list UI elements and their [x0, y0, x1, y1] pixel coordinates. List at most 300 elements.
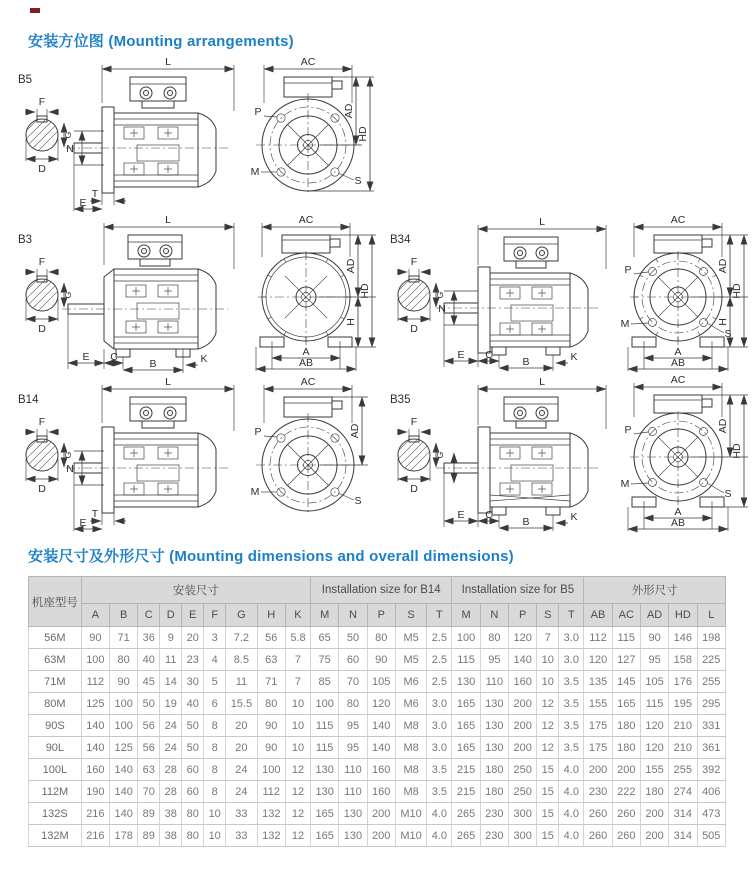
- dim-label-h: H: [717, 318, 729, 326]
- col-header: M: [452, 604, 480, 627]
- cell: 115: [452, 649, 480, 671]
- cell: M6: [395, 693, 426, 715]
- cell: 130: [339, 803, 367, 825]
- cell: 4.0: [427, 803, 452, 825]
- cell: 56: [257, 627, 285, 649]
- dim-label-m: M: [250, 166, 260, 178]
- cell: 473: [697, 803, 726, 825]
- cell: 105: [367, 671, 395, 693]
- dimensions-table-body: [29, 627, 726, 847]
- cell: 100: [311, 693, 339, 715]
- dim-label-ad: AD: [343, 103, 355, 119]
- cell: 50: [182, 737, 204, 759]
- shaft-section: [378, 416, 445, 495]
- cell: 38: [160, 825, 182, 847]
- cell: 260: [612, 803, 640, 825]
- dim-label-a: A: [302, 346, 310, 358]
- cell: 176: [669, 671, 697, 693]
- cell: 160: [81, 759, 109, 781]
- cell: M5: [395, 627, 426, 649]
- cell: 200: [509, 693, 537, 715]
- dim-label-hd: HD: [357, 126, 369, 142]
- cell: 60: [182, 781, 204, 803]
- dim-label-f: F: [38, 96, 46, 108]
- cell: 115: [640, 693, 668, 715]
- dim-label-b: B: [149, 358, 157, 370]
- cell: 33: [226, 825, 257, 847]
- col-header: L: [697, 604, 726, 627]
- cell: 80: [182, 803, 204, 825]
- cell: 3.0: [427, 737, 452, 759]
- cell: 160: [367, 781, 395, 803]
- cell: M10: [395, 803, 426, 825]
- cell: 210: [669, 715, 697, 737]
- cell: 3.5: [559, 693, 584, 715]
- cell: 200: [584, 759, 612, 781]
- cell: 70: [339, 671, 367, 693]
- cell: 130: [452, 671, 480, 693]
- dim-label-k: K: [570, 351, 578, 363]
- cell: 100: [257, 759, 285, 781]
- cell: 300: [509, 803, 537, 825]
- cell: 3.5: [427, 781, 452, 803]
- page-title-mounting-arrangements: 安装方位图 (Mounting arrangements): [28, 33, 294, 50]
- cell: 50: [138, 693, 160, 715]
- cell: M8: [395, 715, 426, 737]
- cell: 265: [452, 825, 480, 847]
- col-header: HD: [669, 604, 697, 627]
- cell: 85: [311, 671, 339, 693]
- cell: 10: [285, 737, 310, 759]
- dim-label-g: G: [435, 451, 445, 459]
- cell: 100: [81, 649, 109, 671]
- row-model: 90L: [29, 737, 82, 759]
- cell: 14: [160, 671, 182, 693]
- cell: 130: [480, 737, 508, 759]
- cell: 3.0: [427, 715, 452, 737]
- dim-label-c: C: [110, 351, 118, 363]
- cell: 3.0: [559, 649, 584, 671]
- cell: 4.0: [559, 759, 584, 781]
- dim-label-h: H: [345, 318, 357, 326]
- cell: 80: [339, 693, 367, 715]
- dim-label-e: E: [82, 351, 90, 363]
- col-group-header: 安装尺寸: [81, 577, 310, 604]
- cell: M10: [395, 825, 426, 847]
- dim-label-d: D: [410, 483, 418, 495]
- shaft-section: [6, 256, 73, 335]
- cell: 95: [339, 715, 367, 737]
- col-header: T: [559, 604, 584, 627]
- row-model: 80M: [29, 693, 82, 715]
- cell: 12: [285, 825, 310, 847]
- cell: 130: [311, 781, 339, 803]
- table-row: [29, 627, 726, 649]
- cell: 33: [226, 803, 257, 825]
- cell: 80: [110, 649, 138, 671]
- cell: 11: [160, 649, 182, 671]
- cell: 125: [110, 737, 138, 759]
- cell: 265: [452, 803, 480, 825]
- table-row: [29, 781, 726, 803]
- cell: 80: [257, 693, 285, 715]
- cell: 8: [204, 759, 226, 781]
- diagram-row-1: [6, 53, 754, 213]
- cell: 120: [584, 649, 612, 671]
- cell: 225: [697, 649, 726, 671]
- motor-front-view: [251, 376, 368, 515]
- corner-mark: [30, 8, 40, 13]
- cell: 145: [612, 671, 640, 693]
- cell: 100: [110, 715, 138, 737]
- cell: 110: [339, 781, 367, 803]
- col-header: AD: [640, 604, 668, 627]
- col-header: AB: [584, 604, 612, 627]
- cell: 19: [160, 693, 182, 715]
- dim-label-ad: AD: [349, 423, 361, 439]
- dim-label-m: M: [250, 486, 260, 498]
- col-header: T: [427, 604, 452, 627]
- cell: 120: [367, 693, 395, 715]
- cell: 28: [160, 781, 182, 803]
- dim-label-g: G: [435, 291, 445, 299]
- cell: M6: [395, 671, 426, 693]
- cell: 30: [182, 671, 204, 693]
- cell: 100: [110, 693, 138, 715]
- cell: 180: [480, 759, 508, 781]
- cell: 28: [160, 759, 182, 781]
- diagram-row-2: [6, 213, 754, 373]
- cell: 216: [81, 803, 109, 825]
- cell: 120: [640, 737, 668, 759]
- row-model: 56M: [29, 627, 82, 649]
- dim-label-f: F: [410, 416, 418, 428]
- cell: 95: [480, 649, 508, 671]
- cell: 89: [138, 825, 160, 847]
- dim-label-s: S: [354, 175, 362, 187]
- dim-label-ac: AC: [298, 214, 314, 226]
- cell: 20: [226, 715, 257, 737]
- cell: 3.0: [427, 693, 452, 715]
- cell: 130: [311, 759, 339, 781]
- shaft-section: [6, 96, 73, 175]
- cell: 130: [480, 693, 508, 715]
- col-header: AC: [612, 604, 640, 627]
- col-header: N: [480, 604, 508, 627]
- cell: 165: [452, 693, 480, 715]
- cell: 7: [285, 649, 310, 671]
- cell: 110: [339, 759, 367, 781]
- cell: 200: [509, 715, 537, 737]
- table-row: [29, 803, 726, 825]
- dim-label-s: S: [354, 495, 362, 507]
- table-row: [29, 737, 726, 759]
- cell: 3: [204, 627, 226, 649]
- cell: 20: [182, 627, 204, 649]
- cell: 140: [81, 737, 109, 759]
- cell: 10: [204, 825, 226, 847]
- cell: 60: [339, 649, 367, 671]
- cell: 112: [584, 627, 612, 649]
- cell: 9: [160, 627, 182, 649]
- dim-label-b: B: [522, 516, 530, 528]
- dim-label-g: G: [63, 451, 73, 459]
- dim-label-a: A: [674, 346, 682, 358]
- col-header: S: [537, 604, 559, 627]
- cell: 89: [138, 803, 160, 825]
- diagram-b14: [6, 373, 378, 533]
- cell: 160: [367, 759, 395, 781]
- cell: 140: [110, 759, 138, 781]
- cell: 178: [110, 825, 138, 847]
- cell: 216: [81, 825, 109, 847]
- cell: 165: [612, 693, 640, 715]
- cell: 112: [81, 671, 109, 693]
- row-model: 132S: [29, 803, 82, 825]
- cell: 12: [537, 715, 559, 737]
- dim-label-l: L: [165, 56, 171, 68]
- cell: 2.5: [427, 627, 452, 649]
- motor-side-view: [436, 376, 606, 531]
- motor-side-view: [66, 56, 234, 211]
- cell: 10: [537, 671, 559, 693]
- cell: 70: [138, 781, 160, 803]
- dim-label-hd: HD: [359, 283, 371, 299]
- dim-label-ad: AD: [717, 418, 729, 434]
- cell: 140: [110, 781, 138, 803]
- dim-label-a: A: [674, 506, 682, 518]
- cell: 180: [612, 715, 640, 737]
- diagram-label: B3: [18, 234, 33, 246]
- cell: 65: [311, 627, 339, 649]
- cell: 3.5: [427, 759, 452, 781]
- dim-label-e: E: [79, 517, 87, 529]
- dim-label-n: N: [66, 143, 74, 155]
- cell: 392: [697, 759, 726, 781]
- cell: 24: [160, 737, 182, 759]
- col-header: H: [257, 604, 285, 627]
- cell: 8: [204, 737, 226, 759]
- cell: 20: [226, 737, 257, 759]
- dim-label-l: L: [539, 376, 545, 388]
- dim-label-ac: AC: [300, 56, 316, 68]
- cell: 215: [452, 759, 480, 781]
- cell: 165: [311, 803, 339, 825]
- dim-label-ac: AC: [300, 376, 316, 388]
- dim-label-s: S: [724, 488, 732, 500]
- col-group-header: 外形尺寸: [584, 577, 726, 604]
- dim-label-d: D: [38, 483, 46, 495]
- dim-label-l: L: [165, 376, 171, 388]
- diagram-row-3: [6, 373, 754, 533]
- cell: 4: [204, 649, 226, 671]
- dim-label-c: C: [485, 349, 493, 361]
- cell: 110: [480, 671, 508, 693]
- dim-label-g: G: [63, 291, 73, 299]
- cell: M8: [395, 737, 426, 759]
- table-row: [29, 759, 726, 781]
- motor-front-view: [621, 374, 748, 531]
- cell: 90: [257, 715, 285, 737]
- cell: 140: [509, 649, 537, 671]
- dim-label-f: F: [38, 416, 46, 428]
- col-header: E: [182, 604, 204, 627]
- cell: 250: [509, 759, 537, 781]
- cell: 190: [81, 781, 109, 803]
- dim-label-p: P: [624, 264, 632, 276]
- table-row: [29, 671, 726, 693]
- cell: 115: [612, 627, 640, 649]
- cell: M8: [395, 759, 426, 781]
- cell: 5: [204, 671, 226, 693]
- dim-label-g: G: [63, 131, 73, 139]
- cell: 115: [311, 737, 339, 759]
- cell: 15: [537, 759, 559, 781]
- cell: 95: [640, 649, 668, 671]
- cell: 80: [367, 627, 395, 649]
- cell: 255: [697, 671, 726, 693]
- shaft-section: [6, 416, 73, 495]
- dim-label-l: L: [539, 216, 545, 228]
- cell: 12: [537, 693, 559, 715]
- cell: 200: [640, 803, 668, 825]
- cell: 158: [669, 649, 697, 671]
- cell: 11: [226, 671, 257, 693]
- table-row: [29, 693, 726, 715]
- col-header-model: 机座型号: [29, 577, 82, 627]
- dim-label-t: T: [91, 508, 99, 520]
- cell: 230: [584, 781, 612, 803]
- cell: 15: [537, 803, 559, 825]
- cell: 165: [311, 825, 339, 847]
- cell: 140: [367, 715, 395, 737]
- cell: 10: [285, 693, 310, 715]
- cell: 90: [367, 649, 395, 671]
- dim-label-p: P: [254, 426, 262, 438]
- cell: 80: [480, 627, 508, 649]
- cell: 63: [257, 649, 285, 671]
- table-row: [29, 825, 726, 847]
- cell: M8: [395, 781, 426, 803]
- col-header: G: [226, 604, 257, 627]
- dim-label-n: N: [438, 303, 446, 315]
- dimensions-table: [28, 576, 726, 847]
- cell: 230: [480, 825, 508, 847]
- table-row: [29, 715, 726, 737]
- cell: 200: [367, 803, 395, 825]
- col-group-header: Installation size for B14: [311, 577, 452, 604]
- cell: M5: [395, 649, 426, 671]
- diagram-b3: [6, 213, 378, 373]
- cell: 90: [257, 737, 285, 759]
- cell: 7: [537, 627, 559, 649]
- cell: 50: [182, 715, 204, 737]
- col-header: M: [311, 604, 339, 627]
- cell: 361: [697, 737, 726, 759]
- cell: 24: [226, 781, 257, 803]
- cell: 2.5: [427, 649, 452, 671]
- cell: 7: [285, 671, 310, 693]
- motor-front-view: [256, 214, 376, 371]
- dim-label-ab: AB: [670, 357, 686, 369]
- cell: 2.5: [427, 671, 452, 693]
- cell: 195: [669, 693, 697, 715]
- cell: 8: [204, 781, 226, 803]
- cell: 260: [584, 825, 612, 847]
- cell: 140: [367, 737, 395, 759]
- dim-label-ac: AC: [670, 374, 686, 386]
- cell: 8: [204, 715, 226, 737]
- row-model: 132M: [29, 825, 82, 847]
- cell: 63: [138, 759, 160, 781]
- cell: 12: [285, 781, 310, 803]
- dim-label-e: E: [457, 349, 465, 361]
- cell: 36: [138, 627, 160, 649]
- diagram-b34: [378, 213, 750, 373]
- cell: 45: [138, 671, 160, 693]
- dim-label-b: B: [522, 356, 530, 368]
- dim-label-ad: AD: [345, 258, 357, 274]
- cell: 12: [537, 737, 559, 759]
- cell: 60: [182, 759, 204, 781]
- row-model: 100L: [29, 759, 82, 781]
- cell: 132: [257, 803, 285, 825]
- cell: 71: [257, 671, 285, 693]
- cell: 3.0: [559, 627, 584, 649]
- diagram-label: B14: [18, 394, 39, 406]
- cell: 4.0: [559, 781, 584, 803]
- dim-label-d: D: [38, 163, 46, 175]
- cell: 127: [612, 649, 640, 671]
- dim-label-k: K: [200, 353, 208, 365]
- col-group-header: Installation size for B5: [452, 577, 584, 604]
- dim-label-p: P: [624, 424, 632, 436]
- motor-side-view: [66, 376, 234, 531]
- cell: 6: [204, 693, 226, 715]
- cell: 120: [640, 715, 668, 737]
- cell: 295: [697, 693, 726, 715]
- cell: 140: [81, 715, 109, 737]
- cell: 24: [160, 715, 182, 737]
- col-header: P: [509, 604, 537, 627]
- dim-label-n: N: [66, 463, 74, 475]
- cell: 130: [339, 825, 367, 847]
- cell: 255: [669, 759, 697, 781]
- cell: 130: [480, 715, 508, 737]
- cell: 23: [182, 649, 204, 671]
- cell: 90: [81, 627, 109, 649]
- cell: 15.5: [226, 693, 257, 715]
- col-header: C: [138, 604, 160, 627]
- cell: 180: [480, 781, 508, 803]
- cell: 331: [697, 715, 726, 737]
- col-header: F: [204, 604, 226, 627]
- cell: 50: [339, 627, 367, 649]
- cell: 90: [640, 627, 668, 649]
- cell: 56: [138, 737, 160, 759]
- cell: 4.0: [559, 803, 584, 825]
- col-header: D: [160, 604, 182, 627]
- cell: 40: [138, 649, 160, 671]
- cell: 100: [452, 627, 480, 649]
- cell: 260: [612, 825, 640, 847]
- cell: 222: [612, 781, 640, 803]
- cell: 314: [669, 825, 697, 847]
- cell: 5.8: [285, 627, 310, 649]
- dim-label-m: M: [620, 318, 630, 330]
- cell: 3.5: [559, 737, 584, 759]
- table-row: [29, 649, 726, 671]
